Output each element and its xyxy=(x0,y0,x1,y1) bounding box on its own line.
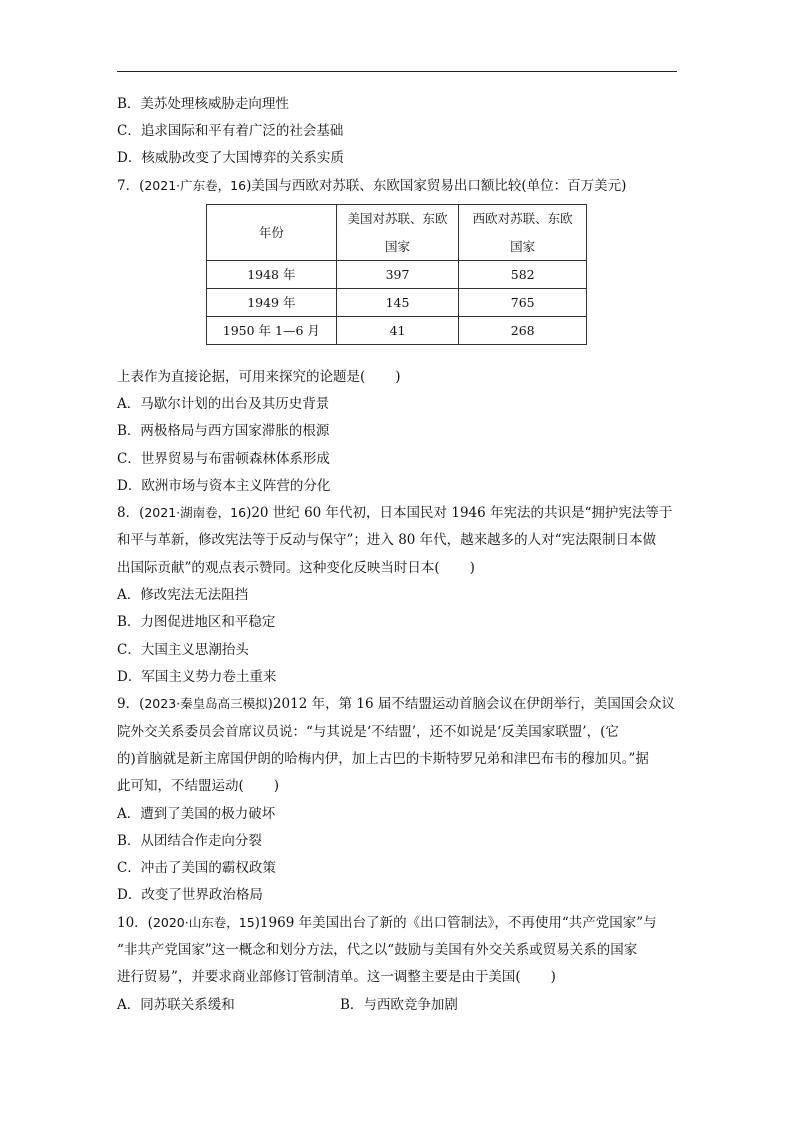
q8-stem-line-1: 8．(2021·湖南卷，16)20 世纪 60 年代初，日本国民对 1946 年宪法的共识是“拥护宪法等于 xyxy=(117,505,673,521)
q9-option-d: D．改变了世界政治格局 xyxy=(117,887,263,903)
q10-source: 2020·山东卷，15 xyxy=(152,915,255,930)
q7-stem-text: )美国与西欧对苏联、东欧国家贸易出口额比较(单位：百万美元) xyxy=(246,178,627,194)
q6-option-d: D．核威胁改变了大国博弈的关系实质 xyxy=(117,150,344,166)
q7-question: 上表作为直接论据，可用来探究的论题是( ) xyxy=(117,369,401,385)
q9-stem-line-4: 此可知，不结盟运动( ) xyxy=(117,778,280,794)
table-cell: 1948 年 xyxy=(207,261,337,289)
table-cell: 765 xyxy=(459,289,587,317)
q9-number: 9．( xyxy=(117,696,145,712)
table-cell: 582 xyxy=(459,261,587,289)
header-us: 美国对苏联、东欧 国家 xyxy=(336,205,459,261)
q8-stem-line-3: 出国际贡献”的观点表示赞同。这种变化反映当时日本( ) xyxy=(117,560,475,576)
table-cell: 397 xyxy=(336,261,459,289)
table-cell: 1949 年 xyxy=(207,289,337,317)
table-row xyxy=(207,317,587,345)
header-rule xyxy=(117,71,677,72)
table-cell: 1950 年 1—6 月 xyxy=(207,317,337,345)
q8-option-d: D．军国主义势力卷土重来 xyxy=(117,669,277,685)
header-west-europe: 西欧对苏联、东欧 国家 xyxy=(459,205,587,261)
q8-option-a: A．修改宪法无法阻挡 xyxy=(117,587,249,603)
q9-option-c: C．冲击了美国的霸权政策 xyxy=(117,860,276,876)
q7-source: 2021·广东卷，16 xyxy=(144,178,247,193)
q9-option-b: B．从团结合作走向分裂 xyxy=(117,833,262,849)
q6-option-b: B．美苏处理核威胁走向理性 xyxy=(117,96,289,112)
q9-stem-line-3: 的)首脑就是新主席国伊朗的哈梅内伊，加上古巴的卡斯特罗兄弟和津巴布韦的穆加贝。”据 xyxy=(117,751,649,767)
q8-option-c: C．大国主义思潮抬头 xyxy=(117,642,249,658)
trade-table xyxy=(206,204,587,345)
table-cell: 268 xyxy=(459,317,587,345)
q10-option-b: B．与西欧竞争加剧 xyxy=(340,997,458,1013)
q9-stem-line-1: 9．(2023·秦皇岛高三模拟)2012 年，第 16 届不结盟运动首脑会议在伊朗举行，美国国会众议 xyxy=(117,696,675,712)
table-cell: 145 xyxy=(336,289,459,317)
table-header-row xyxy=(207,205,587,261)
q7-option-b: B．两极格局与西方国家滞胀的根源 xyxy=(117,423,330,439)
q9-source: 2023·秦皇岛高三模拟 xyxy=(144,696,268,711)
q10-stem-line-1: 10．(2020·山东卷，15)1969 年美国出台了新的《出口管制法》，不再使用“共产党国家”与 xyxy=(117,915,657,931)
q7-option-c: C．世界贸易与布雷顿森林体系形成 xyxy=(117,451,330,467)
q9-stem-line-2: 院外交关系委员会首席议员说：“与其说是‘不结盟’，还不如说是‘反美国家联盟’，(它 xyxy=(117,724,619,740)
q7-number: 7．( xyxy=(117,178,145,194)
q8-option-b: B．力图促进地区和平稳定 xyxy=(117,614,276,630)
q10-stem-line-3: 进行贸易”，并要求商业部修订管制清单。这一调整主要是由于美国( ) xyxy=(117,969,556,985)
q8-stem-line-2: 和平与革新，修改宪法等于反动与保守”；进入 80 年代，越来越多的人对“宪法限制日本做 xyxy=(117,532,657,548)
table-row xyxy=(207,289,587,317)
q7-stem xyxy=(117,176,626,196)
q8-source: 2021·湖南卷，16 xyxy=(144,505,247,520)
q10-option-a: A．同苏联关系缓和 xyxy=(117,997,235,1013)
q8-number: 8．( xyxy=(117,505,145,521)
q9-option-a: A．遭到了美国的极力破坏 xyxy=(117,806,276,822)
q6-option-c: C．追求国际和平有着广泛的社会基础 xyxy=(117,123,344,139)
table-cell: 41 xyxy=(336,317,459,345)
header-year: 年份 xyxy=(207,205,337,261)
table-row xyxy=(207,261,587,289)
q7-option-a: A．马歇尔计划的出台及其历史背景 xyxy=(117,396,330,412)
q10-stem-line-2: “非共产党国家”这一概念和划分方法，代之以“鼓励与美国有外交关系或贸易关系的国家 xyxy=(117,942,638,958)
q7-option-d: D．欧洲市场与资本主义阵营的分化 xyxy=(117,478,331,494)
q10-number: 10．( xyxy=(117,915,153,931)
q10-options-row xyxy=(117,995,235,1015)
